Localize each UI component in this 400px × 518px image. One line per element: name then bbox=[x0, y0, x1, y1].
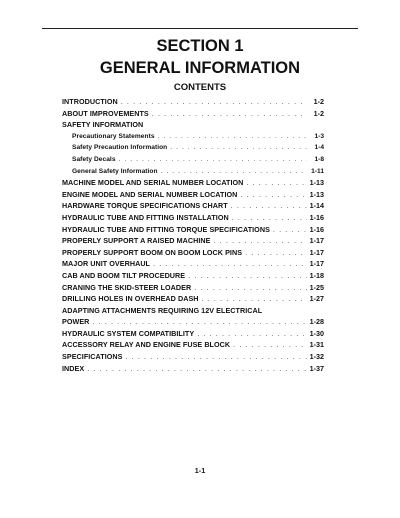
toc-entry bbox=[62, 177, 324, 189]
toc-dot-leader bbox=[273, 224, 307, 236]
toc-entry-page: 1-31 bbox=[309, 340, 324, 350]
toc-entry-page: 1-17 bbox=[309, 236, 324, 246]
section-title-heading: GENERAL INFORMATION bbox=[99, 59, 301, 77]
toc-dot-leader bbox=[121, 96, 307, 108]
toc-dot-leader bbox=[194, 282, 306, 294]
toc-entry-page: 1-2 bbox=[313, 108, 324, 118]
toc-entry bbox=[62, 200, 324, 212]
toc-dot-leader bbox=[153, 258, 307, 270]
toc-entry bbox=[62, 339, 324, 351]
toc-entry-title: POWER bbox=[62, 317, 90, 327]
toc-entry-page: 1-27 bbox=[309, 294, 324, 304]
toc-dot-leader bbox=[125, 351, 306, 363]
toc-dot-leader bbox=[92, 316, 306, 328]
toc-entry-title: Safety Decals bbox=[72, 155, 116, 163]
toc-dot-leader bbox=[188, 270, 306, 282]
toc-entry-title: ADAPTING ATTACHMENTS REQUIRING 12V ELECTRICAL bbox=[62, 305, 263, 315]
toc-entry-title: DRILLING HOLES IN OVERHEAD DASH bbox=[62, 294, 199, 304]
toc-entry bbox=[62, 258, 324, 270]
toc-entry-title: ABOUT IMPROVEMENTS bbox=[62, 108, 149, 118]
toc-entry bbox=[62, 224, 324, 236]
toc-entry bbox=[62, 166, 324, 178]
toc-entry bbox=[62, 189, 324, 201]
toc-entry-title: SAFETY INFORMATION bbox=[62, 120, 144, 130]
toc-entry bbox=[62, 235, 324, 247]
toc-entry-title: HYDRAULIC SYSTEM COMPATIBILITY bbox=[62, 328, 195, 338]
toc-dot-leader bbox=[246, 177, 306, 189]
toc-entry bbox=[62, 293, 324, 305]
section-number-heading: SECTION 1 bbox=[156, 37, 244, 55]
toc-dot-leader bbox=[158, 131, 307, 143]
toc-entry bbox=[62, 131, 324, 143]
toc-entry bbox=[62, 316, 324, 328]
toc-entry-title: INTRODUCTION bbox=[62, 97, 118, 106]
toc-entry-title: HYDRAULIC TUBE AND FITTING INSTALLATION bbox=[62, 212, 229, 222]
toc-entry bbox=[62, 154, 324, 166]
toc-entry-page: 1-2 bbox=[313, 97, 324, 106]
toc-entry-title: MAJOR UNIT OVERHAUL bbox=[62, 259, 150, 269]
toc-entry-title: MACHINE MODEL AND SERIAL NUMBER LOCATION bbox=[62, 178, 244, 188]
toc-entry-page: 1-16 bbox=[309, 224, 324, 234]
toc-entry-page: 1-30 bbox=[309, 328, 324, 338]
toc-entry bbox=[62, 270, 324, 282]
toc-entry-page: 1-18 bbox=[309, 270, 324, 280]
toc-entry bbox=[62, 119, 324, 131]
toc-entry-page: 1-28 bbox=[309, 317, 324, 327]
toc-entry-page: 1-11 bbox=[311, 167, 324, 175]
toc-entry bbox=[62, 282, 324, 294]
toc-entry-page: 1-17 bbox=[309, 247, 324, 257]
toc-entry-title: PROPERLY SUPPORT A RAISED MACHINE bbox=[62, 236, 211, 246]
toc-entry-page: 1-17 bbox=[309, 259, 324, 269]
toc-entry-title: Precautionary Statements bbox=[72, 132, 155, 140]
toc-dot-leader bbox=[233, 339, 306, 351]
toc-dot-leader bbox=[245, 247, 307, 259]
toc-dot-leader bbox=[231, 200, 307, 212]
toc-entry-page: 1-13 bbox=[309, 189, 324, 199]
toc-entry-title: General Safety Information bbox=[72, 167, 158, 175]
toc-dot-leader bbox=[197, 328, 306, 340]
contents-heading: CONTENTS bbox=[173, 82, 227, 93]
toc-entry-title: Safety Precaution Information bbox=[72, 144, 168, 152]
toc-dot-leader bbox=[161, 166, 307, 178]
top-rule bbox=[42, 28, 358, 29]
toc-dot-leader bbox=[213, 235, 306, 247]
toc-entry bbox=[62, 363, 324, 375]
toc-dot-leader bbox=[232, 212, 307, 224]
toc-entry-title: PROPERLY SUPPORT BOOM ON BOOM LOCK PINS bbox=[62, 247, 243, 257]
toc-entry-title: CAB AND BOOM TILT PROCEDURE bbox=[62, 270, 186, 280]
toc-entry bbox=[62, 247, 324, 259]
toc-entry-title: ACCESSORY RELAY AND ENGINE FUSE BLOCK bbox=[62, 340, 231, 350]
toc-entry-title: CRANING THE SKID-STEER LOADER bbox=[62, 282, 192, 292]
toc-dot-leader bbox=[202, 293, 307, 305]
toc-entry-title: SPECIFICATIONS bbox=[62, 352, 123, 362]
toc-entry-page: 1-16 bbox=[309, 212, 324, 222]
toc-entry-page: 1-4 bbox=[314, 144, 324, 152]
toc-entry-page: 1-13 bbox=[309, 178, 324, 188]
toc-dot-leader bbox=[119, 154, 307, 166]
toc-dot-leader bbox=[240, 189, 306, 201]
toc-entry-title: HYDRAULIC TUBE AND FITTING TORQUE SPECIFICATIONS bbox=[62, 224, 270, 234]
toc-entry bbox=[62, 142, 324, 154]
toc-entry-title: HARDWARE TORQUE SPECIFICATIONS CHART bbox=[62, 201, 228, 211]
page-number: 1-1 bbox=[194, 466, 206, 475]
toc-entry bbox=[62, 328, 324, 340]
table-of-contents bbox=[62, 96, 324, 374]
toc-entry-title: ENGINE MODEL AND SERIAL NUMBER LOCATION bbox=[62, 189, 238, 199]
toc-entry bbox=[62, 305, 324, 317]
toc-entry-title: INDEX bbox=[62, 363, 85, 373]
toc-dot-leader bbox=[87, 363, 306, 375]
toc-entry-page: 1-14 bbox=[309, 201, 324, 211]
toc-entry bbox=[62, 96, 324, 108]
toc-entry-page: 1-3 bbox=[314, 132, 324, 140]
toc-dot-leader bbox=[152, 108, 307, 120]
toc-entry-page: 1-37 bbox=[309, 363, 324, 373]
toc-entry bbox=[62, 212, 324, 224]
toc-entry-page: 1-32 bbox=[309, 352, 324, 362]
toc-entry-page: 1-8 bbox=[314, 155, 324, 163]
toc-entry-page: 1-25 bbox=[309, 282, 324, 292]
toc-dot-leader bbox=[170, 142, 307, 154]
toc-entry bbox=[62, 108, 324, 120]
toc-entry bbox=[62, 351, 324, 363]
